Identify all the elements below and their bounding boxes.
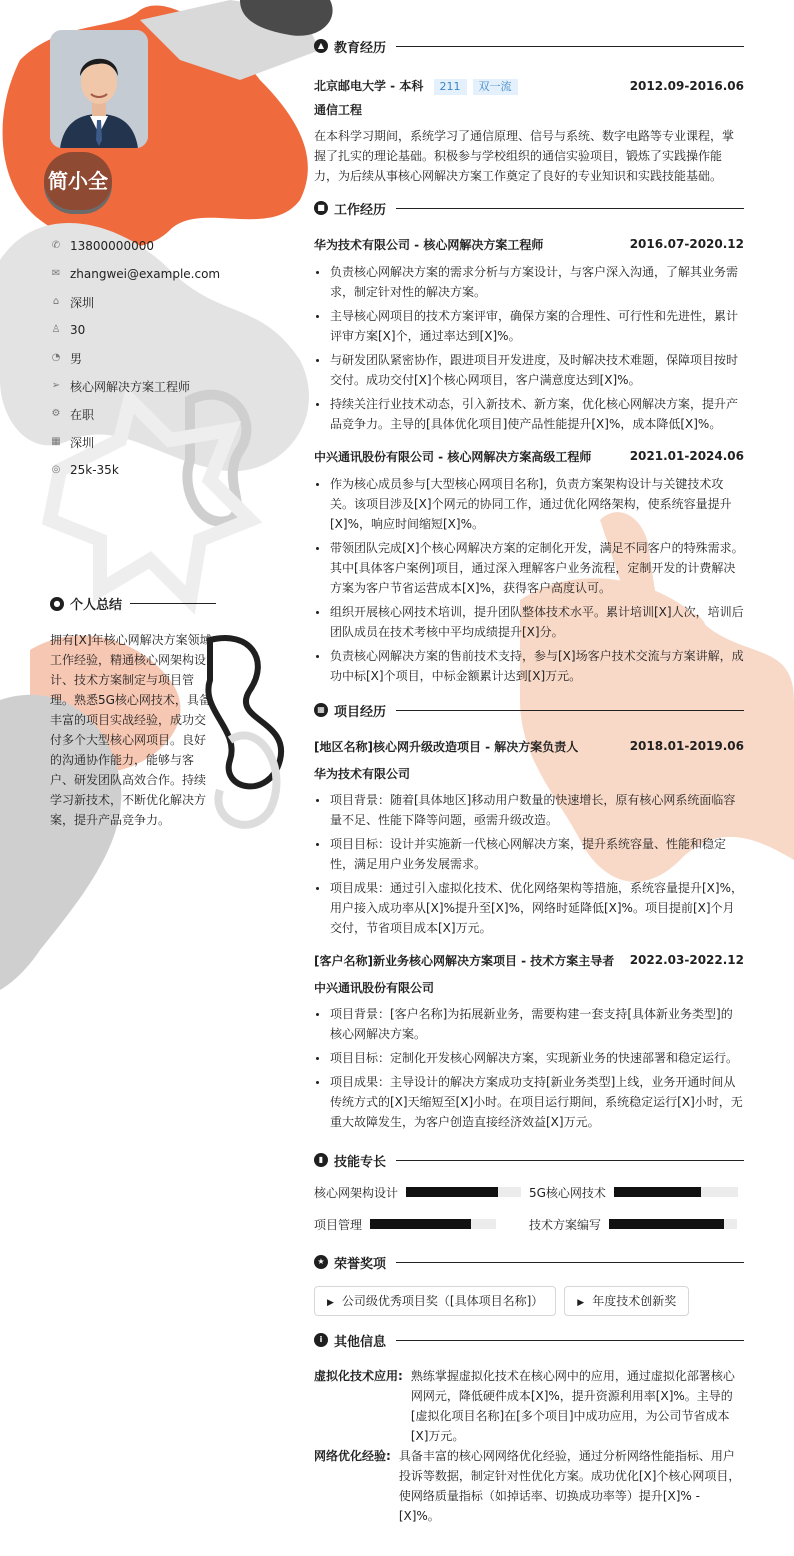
section-title: 荣誉奖项 (334, 1256, 387, 1272)
skill-name: 项目管理 (314, 1217, 363, 1232)
skill-name: 5G核心网技术 (529, 1185, 606, 1200)
list-item: 项目背景：随着[具体地区]移动用户数量的快速增长，原有核心网系统面临容量不足、性能下降等问题，亟需升级改造。 (314, 790, 744, 830)
briefcase-icon: ■ (314, 201, 328, 215)
summary-text: 拥有[X]年核心网解决方案领域工作经验，精通核心网架构设计、技术方案制定与项目管理。熟悉5G核心网技术，具备丰富的项目实战经验，成功交付多个大型核心网项目。良好的沟通协作能力，能够与客户、研发团队高效合作。持续学习新技术，不断优化解决方案，提升产品竞争力。 (50, 633, 212, 827)
list-item: 作为核心成员参与[大型核心网项目名称]，负责方案架构设计与关键技术攻关。该项目涉及[X]个网元的协同工作，通过优化网络架构，使系统容量提升[X]%，响应时间缩短[X]%。 (314, 474, 744, 534)
list-item: 主导核心网项目的技术方案评审，确保方案的合理性、可行性和先进性，累计评审方案[X]个，通过率达到[X]%。 (314, 306, 744, 346)
skill-item (314, 1176, 529, 1208)
other-item (314, 1366, 744, 1446)
skill-bar-fill (609, 1219, 724, 1229)
play-icon: ▶ (577, 1298, 585, 1308)
project-period: 2022.03-2022.12 (629, 953, 744, 967)
divider (130, 603, 216, 604)
projects-heading (314, 700, 744, 720)
main-content (314, 36, 744, 1526)
skill-item (314, 1208, 529, 1240)
section-title: 项目经历 (334, 704, 387, 720)
sidebar (0, 0, 260, 1556)
job-period: 2016.07-2020.12 (629, 237, 744, 251)
name-badge: 简小全 (44, 152, 112, 210)
divider (396, 1262, 744, 1263)
skills-list (314, 1176, 744, 1240)
contact-value: 深圳 (70, 435, 95, 450)
avatar-illustration (50, 30, 148, 148)
section-title: 技能专长 (334, 1154, 387, 1170)
award-item (314, 1286, 556, 1316)
job-head (314, 446, 744, 466)
other-key: 网络优化经验: (314, 1449, 391, 1463)
salary-icon: ◎ (51, 464, 61, 475)
contact-value: zhangwei@example.com (70, 267, 221, 281)
section-title: 教育经历 (334, 40, 387, 56)
list-item: 项目背景：[客户名称]为拓展新业务，需要构建一套支持[具体新业务类型]的核心网解决方案。 (314, 1004, 744, 1044)
tag-211: 211 (434, 79, 467, 95)
gender-icon: ◔ (51, 352, 61, 363)
tag-double-first-class: 双一流 (473, 79, 518, 95)
education-entry-head (314, 76, 744, 96)
list-item: 项目目标：设计并实施新一代核心网解决方案，提升系统容量、性能和稳定性，满足用户业务发展需求。 (314, 834, 744, 874)
list-item: 带领团队完成[X]个核心网解决方案的定制化开发，满足不同客户的特殊需求。其中[具体客户案例]项目，通过深入理解客户业务流程，定制开发的计费解决方案为客户节省运营成本[X]%，获得客户高度认可。 (314, 538, 744, 598)
other-value: 熟练掌握虚拟化技术在核心网中的应用，通过虚拟化部署核心网网元，降低硬件成本[X]%，提升资源利用率[X]%。主导的[虚拟化项目名称]在[多个项目]中成功应用，为公司节省成本[X]万元。 (410, 1369, 735, 1443)
contact-value: 在职 (70, 407, 95, 422)
job-period: 2021.01-2024.06 (629, 449, 744, 463)
project-company: 中兴通讯股份有限公司 (314, 981, 435, 995)
contact-phone (50, 232, 250, 260)
section-title: 工作经历 (334, 202, 387, 218)
graduation-cap-icon: ▲ (314, 39, 328, 53)
city-icon: ▦ (51, 436, 61, 447)
skill-bar (614, 1187, 738, 1197)
work-heading (314, 198, 744, 218)
skills-heading (314, 1150, 744, 1170)
skill-bar-fill (614, 1187, 701, 1197)
major: 通信工程 (314, 103, 363, 117)
divider (396, 208, 744, 209)
other-key: 虚拟化技术应用: (314, 1369, 403, 1383)
project-title: [地区名称]核心网升级改造项目 - 解决方案负责人 (314, 739, 579, 754)
contact-value: 深圳 (70, 295, 95, 310)
contact-city (50, 428, 250, 456)
project-period: 2018.01-2019.06 (629, 739, 744, 753)
education-description: 在本科学习期间，系统学习了通信原理、信号与系统、数字电路等专业课程，掌握了扎实的理论基础。积极参与学校组织的通信实验项目，锻炼了实践操作能力，为后续从事核心网解决方案工作奠定了良好的专业知识和实践技能基础。 (314, 129, 735, 183)
phone-icon: ✆ (51, 240, 61, 251)
contact-home (50, 288, 250, 316)
contact-value: 男 (70, 351, 83, 366)
education-period: 2012.09-2016.06 (629, 79, 744, 93)
list-item: 组织开展核心网技术培训，提升团队整体技术水平。累计培训[X]人次，培训后团队成员在技术考核中平均成绩提升[X]分。 (314, 602, 744, 642)
job-title: 华为技术有限公司 - 核心网解决方案工程师 (314, 237, 544, 252)
award-item (564, 1286, 689, 1316)
summary-title: 个人总结 (70, 598, 123, 613)
list-item: 负责核心网解决方案的需求分析与方案设计，与客户深入沟通，了解其业务需求，制定针对性的解决方案。 (314, 262, 744, 302)
bar-chart-icon: ▮ (314, 1153, 328, 1167)
project-title: [客户名称]新业务核心网解决方案项目 - 技术方案主导者 (314, 953, 615, 968)
divider (396, 710, 744, 711)
other-heading (314, 1330, 744, 1350)
job-bullets (314, 474, 744, 686)
school-name: 北京邮电大学 - 本科 (314, 79, 424, 93)
list-item: 项目目标：定制化开发核心网解决方案，实现新业务的快速部署和稳定运行。 (314, 1048, 744, 1068)
project-company: 华为技术有限公司 (314, 767, 411, 781)
send-icon: ➢ (51, 380, 61, 391)
contact-value: 13800000000 (70, 239, 154, 253)
job-title: 中兴通讯股份有限公司 - 核心网解决方案高级工程师 (314, 449, 592, 464)
age-icon: ♙ (51, 324, 61, 335)
divider (396, 46, 744, 47)
awards-heading (314, 1252, 744, 1272)
contact-salary (50, 456, 250, 484)
play-icon: ▶ (327, 1298, 334, 1308)
award-icon: ★ (314, 1255, 328, 1269)
skill-item (529, 1208, 744, 1240)
contact-status (50, 400, 250, 428)
project-bullets (314, 790, 744, 938)
other-item (314, 1446, 744, 1526)
user-icon: ● (50, 597, 64, 611)
skill-bar (370, 1219, 496, 1229)
mail-icon: ✉ (51, 268, 61, 279)
status-icon: ⚙ (51, 408, 61, 419)
divider (396, 1160, 744, 1161)
award-label: 年度技术创新奖 (592, 1294, 677, 1308)
project-bullets (314, 1004, 744, 1132)
job-head (314, 234, 744, 254)
contact-gender (50, 344, 250, 372)
list-item: 项目成果：通过引入虚拟化技术、优化网络架构等措施，系统容量提升[X]%，用户接入成功率从[X]%提升至[X]%，网络时延降低[X]%。项目提前[X]个月交付，节省项目成本[X]万元。 (314, 878, 744, 938)
contact-value: 30 (70, 323, 86, 337)
contact-list (50, 232, 250, 484)
skill-name: 核心网架构设计 (314, 1185, 399, 1200)
info-icon: i (314, 1333, 328, 1347)
awards-list (314, 1286, 744, 1316)
other-value: 具备丰富的核心网网络优化经验，通过分析网络性能指标、用户投诉等数据，制定针对性优化方案。成功优化[X]个核心网项目，使网络质量指标（如掉话率、切换成功率等）提升[X]% - [X]%。 (398, 1449, 741, 1523)
list-item: 负责核心网解决方案的售前技术支持，参与[X]场客户技术交流与方案讲解，成功中标[X]个项目，中标金额累计达到[X]万元。 (314, 646, 744, 686)
award-label: 公司级优秀项目奖（[具体项目名称]） (341, 1294, 544, 1308)
home-icon: ⌂ (52, 296, 60, 307)
contact-value: 25k-35k (70, 463, 119, 477)
contact-value: 核心网解决方案工程师 (70, 379, 191, 394)
skill-bar-fill (370, 1219, 471, 1229)
project-head (314, 736, 744, 756)
project-head (314, 950, 744, 970)
divider (396, 1340, 744, 1341)
contact-age (50, 316, 250, 344)
contact-position (50, 372, 250, 400)
list-item: 与研发团队紧密协作，跟进项目开发进度，及时解决技术难题，保障项目按时交付。成功交付[X]个核心网项目，客户满意度达到[X]%。 (314, 350, 744, 390)
list-item: 项目成果：主导设计的解决方案成功支持[新业务类型]上线，业务开通时间从传统方式的[X]天缩短至[X]小时。在项目运行期间，系统稳定运行[X]小时，无重大故障发生，为客户创造直接经济效益[X]万元。 (314, 1072, 744, 1132)
contact-email (50, 260, 250, 288)
list-item: 持续关注行业技术动态，引入新技术、新方案，优化核心网解决方案，提升产品竞争力。主导的[具体优化项目]使产品性能提升[X]%，成本降低[X]%。 (314, 394, 744, 434)
job-bullets (314, 262, 744, 434)
summary-heading (50, 594, 216, 613)
skill-bar-fill (406, 1187, 498, 1197)
skill-bar (609, 1219, 737, 1229)
skill-item (529, 1176, 744, 1208)
education-heading (314, 36, 744, 56)
section-title: 其他信息 (334, 1334, 387, 1350)
skill-bar (406, 1187, 521, 1197)
grid-icon: ▦ (314, 703, 328, 717)
profile-photo (50, 30, 148, 148)
skill-name: 技术方案编写 (529, 1217, 602, 1232)
